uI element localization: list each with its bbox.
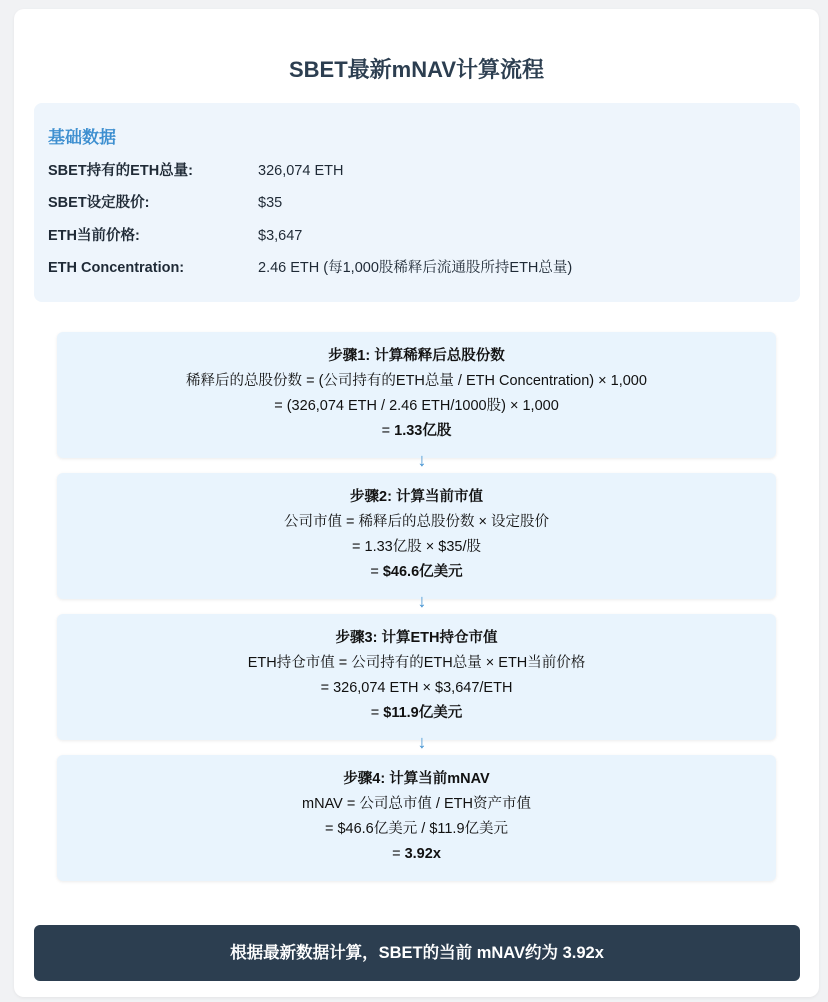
base-row-label: ETH当前价格: — [48, 228, 140, 244]
step-formula-line: mNAV = 公司总市值 / ETH资产市值 — [302, 796, 531, 812]
step-1-box — [57, 332, 776, 458]
base-row-eth-concentration — [48, 258, 788, 278]
step-title: 步骤1: 计算稀释后总股份数 — [328, 348, 505, 364]
step-title: 步骤4: 计算当前mNAV — [343, 771, 490, 787]
step-4-box — [57, 755, 776, 881]
base-row-eth-price — [48, 226, 788, 246]
page-title: SBET最新mNAV计算流程 — [288, 57, 545, 82]
down-arrow-icon: ↓ — [417, 450, 427, 470]
step-3-box — [57, 614, 776, 740]
down-arrow-icon: ↓ — [417, 591, 427, 611]
step-result: = $46.6亿美元 — [370, 564, 463, 580]
step-formula-line: 稀释后的总股份数 = (公司持有的ETH总量 / ETH Concentration) × 1,000 — [186, 373, 647, 389]
step-formula-line: = $46.6亿美元 / $11.9亿美元 — [324, 821, 509, 837]
step-formula-line: = 1.33亿股 × $35/股 — [352, 539, 481, 555]
step-formula-line: = 326,074 ETH × $3,647/ETH — [320, 680, 513, 696]
base-data-panel — [34, 103, 800, 302]
base-row-label: SBET持有的ETH总量: — [48, 163, 193, 179]
step-result: = 1.33亿股 — [381, 423, 452, 439]
base-row-label: ETH Concentration: — [48, 260, 185, 276]
down-arrow-icon: ↓ — [417, 732, 427, 752]
base-row-value: $3,647 — [258, 228, 303, 244]
base-row-value: $35 — [258, 195, 283, 211]
main-card — [14, 9, 819, 997]
step-formula-line: ETH持仓市值 = 公司持有的ETH总量 × ETH当前价格 — [247, 655, 586, 671]
base-row-value: 2.46 ETH (每1,000股稀释后流通股所持ETH总量) — [258, 260, 573, 276]
base-data-heading: 基础数据 — [48, 128, 116, 147]
step-title: 步骤2: 计算当前市值 — [350, 489, 483, 505]
base-row-share-price — [48, 193, 788, 213]
step-result: = 3.92x — [392, 846, 441, 862]
step-result: = $11.9亿美元 — [370, 705, 463, 721]
step-formula-line: 公司市值 = 稀释后的总股份数 × 设定股价 — [283, 514, 550, 530]
base-row-label: SBET设定股价: — [48, 195, 150, 211]
summary-banner: 根据最新数据计算，SBET的当前 mNAV约为 3.92x — [34, 925, 800, 981]
step-formula-line: = (326,074 ETH / 2.46 ETH/1000股) × 1,000 — [274, 398, 559, 414]
base-row-eth-total — [48, 161, 788, 181]
step-2-box — [57, 473, 776, 599]
base-row-value: 326,074 ETH — [258, 163, 344, 179]
step-title: 步骤3: 计算ETH持仓市值 — [335, 630, 498, 646]
